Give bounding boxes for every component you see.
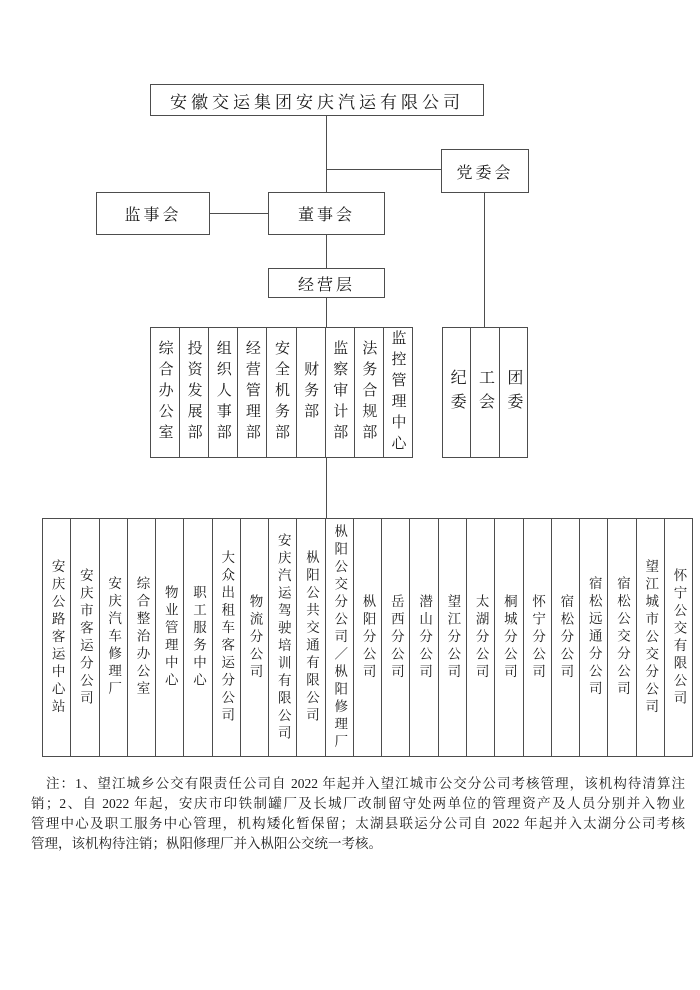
footnote-line: 管理中心及职工服务中心管理，机构矮化暂保留；太湖县联运分公司自 2022 年起并入太湖分公司考核 [31, 816, 685, 831]
subsidiary-box: 宿松公交分公司 [607, 519, 635, 756]
subsidiary-box: 潜山分公司 [409, 519, 437, 756]
root-company-box: 安徽交运集团安庆汽运有限公司 [150, 84, 484, 116]
subsidiary-box: 岳西分公司 [381, 519, 409, 756]
board-of-directors-box: 董事会 [268, 192, 385, 235]
subsidiary-box: 枞阳公交分公司／枞阳修理厂 [325, 519, 353, 756]
subsidiary-box: 物流分公司 [240, 519, 268, 756]
connector-root-to-board [326, 116, 327, 192]
connector-supervisory-to-board [210, 213, 268, 214]
footnote-line: 管理，该机构待注销；枞阳修理厂并入枞阳公交统一考核。 [31, 836, 382, 851]
subsidiary-box: 宿松远通分公司 [579, 519, 607, 756]
connector-to-party-committee [326, 169, 441, 170]
connector-party-to-party-orgs [484, 193, 485, 327]
party-committee-box: 党委会 [441, 149, 529, 193]
subsidiary-box: 宿松分公司 [551, 519, 579, 756]
department-box: 组织人事部 [208, 328, 237, 457]
subsidiary-box: 职工服务中心 [183, 519, 211, 756]
connector-board-to-management [326, 235, 327, 268]
supervisory-board-box: 监事会 [96, 192, 210, 235]
footnote-line: 注：1、望江城乡公交有限责任公司自 2022 年起并入望江城市公交分公司考核管理，该机构待清算注 [46, 776, 685, 791]
party-org-box: 纪委 [448, 368, 466, 417]
department-box: 监控管理中心 [383, 328, 412, 457]
subsidiary-box: 望江分公司 [438, 519, 466, 756]
subsidiary-box: 枞阳公共交通有限公司 [296, 519, 324, 756]
subsidiary-box: 望江城市公交分公司 [636, 519, 664, 756]
subsidiaries-row [42, 518, 693, 757]
management-layer-box: 经营层 [268, 268, 385, 298]
subsidiary-box: 安庆公路客运中心站 [49, 558, 65, 717]
subsidiary-box: 怀宁分公司 [523, 519, 551, 756]
subsidiary-box: 大众出租车客运分公司 [212, 519, 240, 756]
subsidiary-box: 安庆汽运驾驶培训有限公司 [268, 519, 296, 756]
footnote [31, 774, 685, 854]
footnote-line: 销；2、自 2022 年起，安庆市印铁制罐厂及长城厂改制留守处两单位的管理资产及人员分别并入物业 [31, 796, 685, 811]
subsidiary-box: 太湖分公司 [466, 519, 494, 756]
party-org-box: 团委 [499, 328, 527, 457]
department-box: 安全机务部 [266, 328, 295, 457]
party-org-box: 工会 [470, 328, 498, 457]
subsidiary-box: 物业管理中心 [155, 519, 183, 756]
department-box: 监察审计部 [325, 328, 354, 457]
department-box: 经营管理部 [237, 328, 266, 457]
subsidiary-box: 怀宁公交有限公司 [664, 519, 692, 756]
department-box: 投资发展部 [179, 328, 208, 457]
departments-row [150, 327, 413, 458]
department-box: 财务部 [296, 328, 325, 457]
subsidiary-box: 综合整治办公室 [127, 519, 155, 756]
party-organizations-row [442, 327, 528, 458]
subsidiary-box: 安庆汽车修理厂 [99, 519, 127, 756]
subsidiary-box: 桐城分公司 [494, 519, 522, 756]
department-box: 法务合规部 [354, 328, 383, 457]
subsidiary-box: 枞阳分公司 [353, 519, 381, 756]
subsidiary-box: 安庆市客运分公司 [70, 519, 98, 756]
department-box: 综合办公室 [156, 340, 173, 445]
